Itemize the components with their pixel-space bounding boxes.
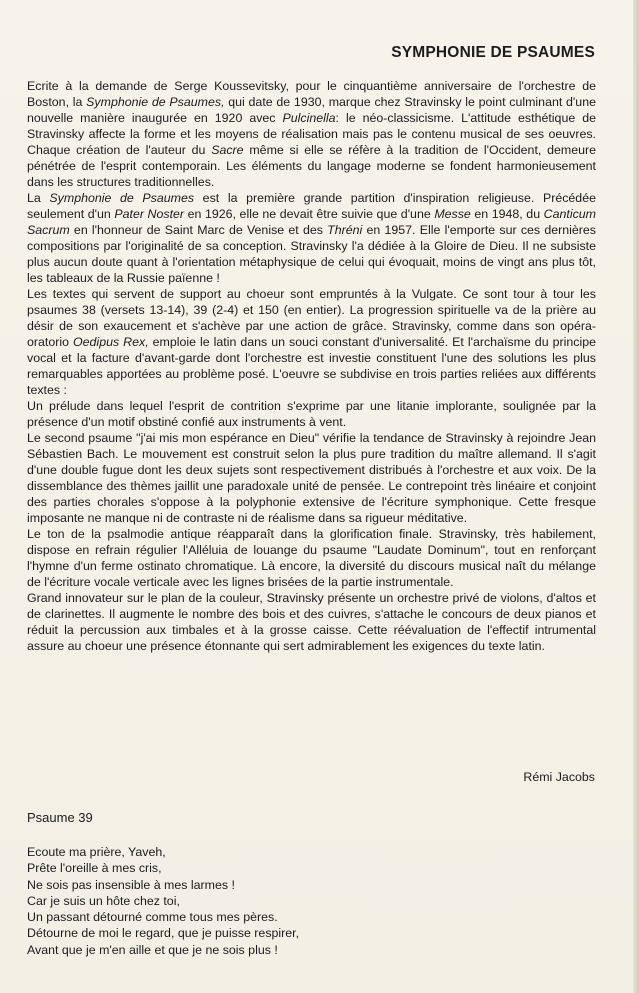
italic-title: Pulcinella [282,111,336,125]
text-run: emploie le latin dans un souci constant d'universalité. Et l'archaïsme du principe vocal et la facture d'avant-garde dont l'orchestre est investie constituent l'une des solutions les plus remarquables apportées au problème posé. L'oeuvre se subdivise en trois parties reliées aux différents textes : [27,335,596,397]
psalm-line: Ne sois pas insensible à mes larmes ! [27,877,235,892]
psalm-line: Détourne de moi le regard, que je puisse respirer, [27,926,300,941]
psalm-text [27,844,299,958]
text-run: même si elle se réfère à la tradition de l'Occident, demeure pénétrée de l'esprit contemporain. Les éléments du langage moderne se fondent harmonieusement dans les structures traditionnelles. [27,143,597,189]
text-run: est la première grande partition d'inspiration religieuse. Précédée seulement d'un [27,191,596,221]
text-run: Grand innovateur sur le plan de la couleur, Stravinsky présente un orchestre privé de violons, d'altos et de clarinettes. Il augmente le nombre des bois et des cuivres, s'attache le concours de deux pianos et réduit la percussion aux timbales et à la grosse caisse. Cette réévaluation de l'effectif intrumental assure au choeur une présence étonnante qui sert admirablement les exigences du texte latin. [27,591,596,653]
paragraph [27,398,596,430]
italic-title: Oedipus Rex, [73,335,149,349]
psalm-line: Car je suis un hôte chez toi, [27,893,180,908]
text-run: Le second psaume "j'ai mis mon espérance en Dieu" vérifie la tendance de Stravinsky à rejoindre Jean Sébastien Bach. Le mouvement est construit selon la plus pure tradition du maître allemand. Il s'agit d'une double fugue dont les deux sujets sont respectivement distribués à l'orchestre et aux voix. De la dissemblance des thèmes jaillit une paradoxale unité de pensée. Le contrepoint très linéaire et conjoint des parties chorales s'oppose à la polyphonie extensive de l'écriture symphonique. Cette fresque imposante ne manque ni de contraste ni de réalisme dans sa rigueur méditative. [27,431,596,525]
article-body [27,78,596,654]
psalm-line: Prête l'oreille à mes cris, [27,861,162,876]
text-run: : le néo-classicisme. L'attitude esthétique de Stravinsky affecte la forme et les moyens de réalisation mais pas le contenu musical de ses oeuvres. Chaque création de l'auteur du [27,111,596,157]
italic-title: Sacre [211,143,244,157]
paragraph [27,590,596,654]
text-run: en 1957. Elle l'emporte sur ces dernières compositions par l'originalité de sa conception. Stravinsky l'a dédiée à la Gloire de Dieu. Il ne subsiste plus aucun doute quant à l'orientation métaphysique de celui qui évoquait, moins de vingt ans plus tôt, les tableaux de la Russie païenne ! [27,223,596,285]
italic-title: Messe [434,207,471,221]
paragraph [27,430,596,526]
paragraph [27,526,596,590]
psalm-line: Ecoute ma prière, Yaveh, [27,845,166,859]
text-run: Le ton de la psalmodie antique réapparaît dans la glorification finale. Stravinsky, très habilement, dispose en refrain régulier l'Alléluia de louange du psaume "Laudate Dominum", tout en renforçant l'hymne d'un ferme ostinato chromatique. Là encore, la diversité du discours musical naît du mélange de l'écriture vocale verticale avec les lignes brisées de la partie instrumentale. [27,527,596,589]
text-run: La [27,191,50,205]
text-run: Les textes qui servent de support au choeur sont empruntés à la Vulgate. Ce sont tour à tour les psaumes 38 (versets 13-14), 39 (2-4) et 150 (en entier). La progression spirituelle va de la prière au désir de son exaucement et s'achève par une action de grâce. Stravinsky, comme dans son opéra-oratorio [27,287,596,349]
italic-title: Symphonie de Psaumes, [86,95,225,109]
author-signature: Rémi Jacobs [523,770,595,784]
page-edge [633,0,639,993]
psalm-line: Un passant détourné comme tous mes pères. [27,910,278,925]
text-run: Ecrite à la demande de Serge Koussevitsky, pour le cinquantième anniversaire de l'orchestre de Boston, la [27,79,596,109]
paragraph [27,78,596,190]
italic-title: Thréni [327,223,363,237]
italic-title: Pater Noster [114,207,185,221]
text-run: Un prélude dans lequel l'esprit de contrition s'exprime par une litanie implorante, soulignée par la présence d'un motif obstiné confié aux instruments à vent. [27,399,596,429]
page-title: SYMPHONIE DE PSAUMES [391,44,595,61]
text-run: en l'honneur de Saint Marc de Venise et des [69,223,328,237]
text-run: en 1948, du [470,207,544,221]
paragraph [27,190,596,286]
text-run: en 1926, elle ne devait être suivie que d'une [184,207,435,221]
text-run: qui date de 1930, marque chez Stravinsky le point culminant d'une nouvelle manière inaugurée en 1920 avec [27,95,596,125]
psalm-line: Avant que je m'en aille et que je ne sois plus ! [27,942,278,957]
italic-title: Canticum Sacrum [27,207,597,237]
paragraph [27,286,596,398]
psalm-heading: Psaume 39 [27,810,93,825]
italic-title: Symphonie de Psaumes [49,191,195,205]
